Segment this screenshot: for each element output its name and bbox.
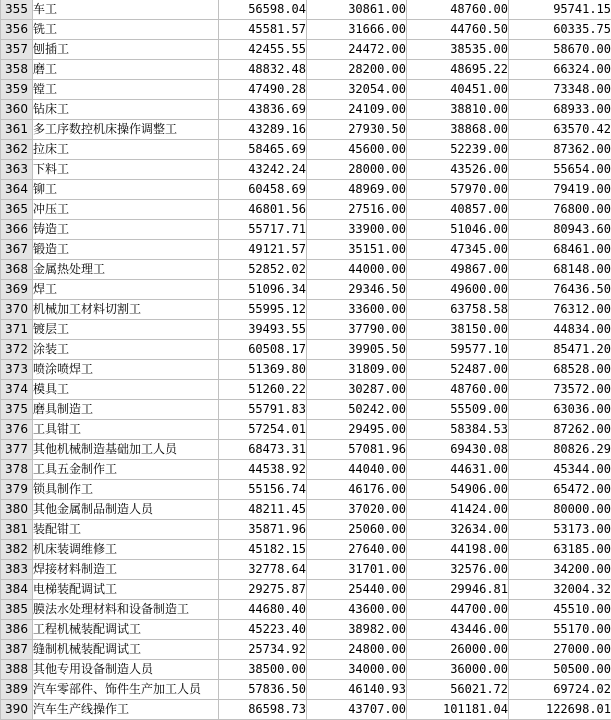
table-row <box>1 120 611 140</box>
table-row <box>1 160 611 180</box>
row-header[interactable]: 363 <box>1 160 33 180</box>
table-row <box>1 0 611 20</box>
row-header[interactable]: 371 <box>1 320 33 340</box>
value-cell-c[interactable]: 52487.00 <box>407 360 509 380</box>
table-row <box>1 480 611 500</box>
table-row <box>1 680 611 700</box>
value-cell-a[interactable]: 86598.73 <box>219 700 307 720</box>
table-row <box>1 360 611 380</box>
occupation-cell[interactable]: 汽车零部件、饰件生产加工人员 <box>33 680 219 700</box>
value-cell-c[interactable]: 43526.00 <box>407 160 509 180</box>
row-header[interactable]: 389 <box>1 680 33 700</box>
value-cell-a[interactable]: 55995.12 <box>219 300 307 320</box>
occupation-cell[interactable]: 铣工 <box>33 20 219 40</box>
value-cell-c[interactable]: 48760.00 <box>407 0 509 20</box>
value-cell-a[interactable]: 48832.48 <box>219 60 307 80</box>
value-cell-b[interactable]: 50242.00 <box>307 400 407 420</box>
value-cell-d[interactable]: 76312.00 <box>509 300 611 320</box>
value-cell-d[interactable]: 63570.42 <box>509 120 611 140</box>
occupation-cell[interactable]: 缝制机械装配调试工 <box>33 640 219 660</box>
occupation-cell[interactable]: 刨插工 <box>33 40 219 60</box>
value-cell-a[interactable]: 45223.40 <box>219 620 307 640</box>
value-cell-b[interactable]: 31701.00 <box>307 560 407 580</box>
value-cell-b[interactable]: 29495.00 <box>307 420 407 440</box>
row-header[interactable]: 365 <box>1 200 33 220</box>
value-cell-b[interactable]: 32054.00 <box>307 80 407 100</box>
value-cell-a[interactable]: 60508.17 <box>219 340 307 360</box>
occupation-cell[interactable]: 其他专用设备制造人员 <box>33 660 219 680</box>
row-header[interactable]: 367 <box>1 240 33 260</box>
value-cell-d[interactable]: 63036.00 <box>509 400 611 420</box>
value-cell-b[interactable]: 27516.00 <box>307 200 407 220</box>
table-row <box>1 500 611 520</box>
table-row <box>1 340 611 360</box>
table-row <box>1 420 611 440</box>
value-cell-c[interactable]: 26000.00 <box>407 640 509 660</box>
value-cell-c[interactable]: 63758.58 <box>407 300 509 320</box>
table-row <box>1 60 611 80</box>
value-cell-a[interactable]: 60458.69 <box>219 180 307 200</box>
value-cell-a[interactable]: 44538.92 <box>219 460 307 480</box>
value-cell-c[interactable]: 57970.00 <box>407 180 509 200</box>
value-cell-c[interactable]: 43446.00 <box>407 620 509 640</box>
value-cell-a[interactable]: 56598.04 <box>219 0 307 20</box>
value-cell-d[interactable]: 65472.00 <box>509 480 611 500</box>
value-cell-c[interactable]: 29946.81 <box>407 580 509 600</box>
occupation-cell[interactable]: 装配钳工 <box>33 520 219 540</box>
occupation-cell[interactable]: 其他金属制品制造人员 <box>33 500 219 520</box>
occupation-cell[interactable]: 机械加工材料切割工 <box>33 300 219 320</box>
value-cell-c[interactable]: 54906.00 <box>407 480 509 500</box>
value-cell-a[interactable]: 51260.22 <box>219 380 307 400</box>
value-cell-b[interactable]: 33900.00 <box>307 220 407 240</box>
value-cell-d[interactable]: 32004.32 <box>509 580 611 600</box>
value-cell-d[interactable]: 69724.02 <box>509 680 611 700</box>
value-cell-b[interactable]: 45600.00 <box>307 140 407 160</box>
occupation-cell[interactable]: 锁具制作工 <box>33 480 219 500</box>
value-cell-d[interactable]: 80000.00 <box>509 500 611 520</box>
value-cell-c[interactable]: 59577.10 <box>407 340 509 360</box>
table-row <box>1 80 611 100</box>
value-cell-d[interactable]: 50500.00 <box>509 660 611 680</box>
value-cell-a[interactable]: 45182.15 <box>219 540 307 560</box>
value-cell-c[interactable]: 55509.00 <box>407 400 509 420</box>
occupation-cell[interactable]: 模具工 <box>33 380 219 400</box>
table-row <box>1 600 611 620</box>
value-cell-c[interactable]: 38150.00 <box>407 320 509 340</box>
value-cell-b[interactable]: 30287.00 <box>307 380 407 400</box>
table-row <box>1 440 611 460</box>
occupation-cell[interactable]: 涂装工 <box>33 340 219 360</box>
row-header[interactable]: 358 <box>1 60 33 80</box>
value-cell-c[interactable]: 38535.00 <box>407 40 509 60</box>
occupation-cell[interactable]: 喷涂喷焊工 <box>33 360 219 380</box>
table-row <box>1 200 611 220</box>
value-cell-d[interactable]: 27000.00 <box>509 640 611 660</box>
row-header[interactable]: 377 <box>1 440 33 460</box>
row-header[interactable]: 355 <box>1 0 33 20</box>
occupation-cell[interactable]: 膜法水处理材料和设备制造工 <box>33 600 219 620</box>
value-cell-b[interactable]: 33600.00 <box>307 300 407 320</box>
value-cell-d[interactable]: 34200.00 <box>509 560 611 580</box>
value-cell-c[interactable]: 69430.08 <box>407 440 509 460</box>
value-cell-b[interactable]: 43600.00 <box>307 600 407 620</box>
value-cell-d[interactable]: 80943.60 <box>509 220 611 240</box>
value-cell-d[interactable]: 68528.00 <box>509 360 611 380</box>
value-cell-d[interactable]: 122698.01 <box>509 700 611 720</box>
value-cell-d[interactable]: 58670.00 <box>509 40 611 60</box>
value-cell-c[interactable]: 58384.53 <box>407 420 509 440</box>
row-header[interactable]: 383 <box>1 560 33 580</box>
table-row <box>1 260 611 280</box>
row-header[interactable]: 357 <box>1 40 33 60</box>
value-cell-b[interactable]: 27640.00 <box>307 540 407 560</box>
value-cell-b[interactable]: 28000.00 <box>307 160 407 180</box>
table-row <box>1 220 611 240</box>
value-cell-c[interactable]: 32634.00 <box>407 520 509 540</box>
value-cell-d[interactable]: 63185.00 <box>509 540 611 560</box>
value-cell-c[interactable]: 49600.00 <box>407 280 509 300</box>
value-cell-a[interactable]: 48211.45 <box>219 500 307 520</box>
value-cell-a[interactable]: 58465.69 <box>219 140 307 160</box>
row-header[interactable]: 364 <box>1 180 33 200</box>
row-header[interactable]: 375 <box>1 400 33 420</box>
value-cell-d[interactable]: 80826.29 <box>509 440 611 460</box>
value-cell-a[interactable]: 43242.24 <box>219 160 307 180</box>
value-cell-b[interactable]: 46176.00 <box>307 480 407 500</box>
value-cell-c[interactable]: 32576.00 <box>407 560 509 580</box>
value-cell-c[interactable]: 51046.00 <box>407 220 509 240</box>
table-row <box>1 520 611 540</box>
value-cell-a[interactable]: 43289.16 <box>219 120 307 140</box>
table-row <box>1 460 611 480</box>
value-cell-a[interactable]: 52852.02 <box>219 260 307 280</box>
table-row <box>1 620 611 640</box>
occupation-cell[interactable]: 镀层工 <box>33 320 219 340</box>
table-row <box>1 20 611 40</box>
value-cell-d[interactable]: 76436.50 <box>509 280 611 300</box>
row-header[interactable]: 379 <box>1 480 33 500</box>
occupation-cell[interactable]: 多工序数控机床操作调整工 <box>33 120 219 140</box>
row-header[interactable]: 374 <box>1 380 33 400</box>
row-header[interactable]: 373 <box>1 360 33 380</box>
value-cell-d[interactable]: 85471.20 <box>509 340 611 360</box>
value-cell-d[interactable]: 76800.00 <box>509 200 611 220</box>
value-cell-a[interactable]: 32778.64 <box>219 560 307 580</box>
value-cell-b[interactable]: 44040.00 <box>307 460 407 480</box>
value-cell-a[interactable]: 43836.69 <box>219 100 307 120</box>
occupation-cell[interactable]: 拉床工 <box>33 140 219 160</box>
value-cell-c[interactable]: 56021.72 <box>407 680 509 700</box>
table-row <box>1 540 611 560</box>
value-cell-b[interactable]: 37790.00 <box>307 320 407 340</box>
row-header[interactable]: 369 <box>1 280 33 300</box>
value-cell-b[interactable]: 25440.00 <box>307 580 407 600</box>
table-row <box>1 320 611 340</box>
value-cell-a[interactable]: 42455.55 <box>219 40 307 60</box>
value-cell-a[interactable]: 49121.57 <box>219 240 307 260</box>
occupation-cell[interactable]: 磨工 <box>33 60 219 80</box>
row-header[interactable]: 359 <box>1 80 33 100</box>
value-cell-c[interactable]: 36000.00 <box>407 660 509 680</box>
value-cell-c[interactable]: 38810.00 <box>407 100 509 120</box>
value-cell-a[interactable]: 38500.00 <box>219 660 307 680</box>
value-cell-c[interactable]: 44700.00 <box>407 600 509 620</box>
row-header[interactable]: 385 <box>1 600 33 620</box>
value-cell-d[interactable]: 79419.00 <box>509 180 611 200</box>
value-cell-a[interactable]: 55156.74 <box>219 480 307 500</box>
value-cell-d[interactable]: 68933.00 <box>509 100 611 120</box>
value-cell-c[interactable]: 41424.00 <box>407 500 509 520</box>
occupation-cell[interactable]: 其他机械制造基础加工人员 <box>33 440 219 460</box>
value-cell-c[interactable]: 38868.00 <box>407 120 509 140</box>
row-header[interactable]: 380 <box>1 500 33 520</box>
value-cell-b[interactable]: 30861.00 <box>307 0 407 20</box>
value-cell-d[interactable]: 87262.00 <box>509 420 611 440</box>
row-header[interactable]: 386 <box>1 620 33 640</box>
spreadsheet-body <box>1 0 611 720</box>
value-cell-a[interactable]: 57836.50 <box>219 680 307 700</box>
value-cell-b[interactable]: 24800.00 <box>307 640 407 660</box>
value-cell-c[interactable]: 52239.00 <box>407 140 509 160</box>
row-header[interactable]: 360 <box>1 100 33 120</box>
row-header[interactable]: 387 <box>1 640 33 660</box>
row-header[interactable]: 372 <box>1 340 33 360</box>
value-cell-a[interactable]: 55791.83 <box>219 400 307 420</box>
value-cell-d[interactable]: 55170.00 <box>509 620 611 640</box>
value-cell-b[interactable]: 31666.00 <box>307 20 407 40</box>
value-cell-c[interactable]: 101181.04 <box>407 700 509 720</box>
occupation-cell[interactable]: 工程机械装配调试工 <box>33 620 219 640</box>
value-cell-a[interactable]: 45581.57 <box>219 20 307 40</box>
value-cell-a[interactable]: 44680.40 <box>219 600 307 620</box>
value-cell-d[interactable]: 60335.75 <box>509 20 611 40</box>
row-header[interactable]: 390 <box>1 700 33 720</box>
value-cell-b[interactable]: 34000.00 <box>307 660 407 680</box>
value-cell-d[interactable]: 53173.00 <box>509 520 611 540</box>
table-row <box>1 560 611 580</box>
value-cell-b[interactable]: 46140.93 <box>307 680 407 700</box>
table-row <box>1 180 611 200</box>
value-cell-d[interactable]: 68461.00 <box>509 240 611 260</box>
occupation-cell[interactable]: 汽车生产线操作工 <box>33 700 219 720</box>
value-cell-b[interactable]: 24109.00 <box>307 100 407 120</box>
row-header[interactable]: 376 <box>1 420 33 440</box>
table-row <box>1 380 611 400</box>
value-cell-d[interactable]: 44834.00 <box>509 320 611 340</box>
occupation-cell[interactable]: 工具五金制作工 <box>33 460 219 480</box>
value-cell-a[interactable]: 51369.80 <box>219 360 307 380</box>
value-cell-d[interactable]: 45344.00 <box>509 460 611 480</box>
row-header[interactable]: 384 <box>1 580 33 600</box>
value-cell-a[interactable]: 39493.55 <box>219 320 307 340</box>
occupation-cell[interactable]: 工具钳工 <box>33 420 219 440</box>
row-header[interactable]: 378 <box>1 460 33 480</box>
occupation-cell[interactable]: 镗工 <box>33 80 219 100</box>
value-cell-b[interactable]: 24472.00 <box>307 40 407 60</box>
value-cell-a[interactable]: 51096.34 <box>219 280 307 300</box>
table-row <box>1 240 611 260</box>
table-row <box>1 660 611 680</box>
value-cell-d[interactable]: 73572.00 <box>509 380 611 400</box>
value-cell-a[interactable]: 55717.71 <box>219 220 307 240</box>
row-header[interactable]: 361 <box>1 120 33 140</box>
occupation-cell[interactable]: 焊接材料制造工 <box>33 560 219 580</box>
value-cell-d[interactable]: 68148.00 <box>509 260 611 280</box>
value-cell-b[interactable]: 44000.00 <box>307 260 407 280</box>
table-row <box>1 140 611 160</box>
value-cell-b[interactable]: 39905.50 <box>307 340 407 360</box>
row-header[interactable]: 381 <box>1 520 33 540</box>
value-cell-b[interactable]: 25060.00 <box>307 520 407 540</box>
value-cell-c[interactable]: 48760.00 <box>407 380 509 400</box>
value-cell-a[interactable]: 46801.56 <box>219 200 307 220</box>
value-cell-b[interactable]: 35151.00 <box>307 240 407 260</box>
table-row <box>1 580 611 600</box>
value-cell-c[interactable]: 44198.00 <box>407 540 509 560</box>
occupation-cell[interactable]: 锻造工 <box>33 240 219 260</box>
value-cell-b[interactable]: 27930.50 <box>307 120 407 140</box>
value-cell-b[interactable]: 48969.00 <box>307 180 407 200</box>
table-row <box>1 400 611 420</box>
row-header[interactable]: 366 <box>1 220 33 240</box>
row-header[interactable]: 368 <box>1 260 33 280</box>
value-cell-a[interactable]: 29275.87 <box>219 580 307 600</box>
table-row <box>1 100 611 120</box>
value-cell-c[interactable]: 40451.00 <box>407 80 509 100</box>
value-cell-b[interactable]: 38982.00 <box>307 620 407 640</box>
occupation-cell[interactable]: 铆工 <box>33 180 219 200</box>
table-row <box>1 300 611 320</box>
row-header[interactable]: 382 <box>1 540 33 560</box>
value-cell-d[interactable]: 73348.00 <box>509 80 611 100</box>
value-cell-b[interactable]: 43707.00 <box>307 700 407 720</box>
value-cell-d[interactable]: 55654.00 <box>509 160 611 180</box>
occupation-cell[interactable]: 铸造工 <box>33 220 219 240</box>
value-cell-a[interactable]: 68473.31 <box>219 440 307 460</box>
row-header[interactable]: 362 <box>1 140 33 160</box>
row-header[interactable]: 388 <box>1 660 33 680</box>
value-cell-c[interactable]: 48695.22 <box>407 60 509 80</box>
value-cell-a[interactable]: 25734.92 <box>219 640 307 660</box>
value-cell-b[interactable]: 28200.00 <box>307 60 407 80</box>
occupation-cell[interactable]: 钻床工 <box>33 100 219 120</box>
table-row <box>1 700 611 720</box>
value-cell-b[interactable]: 29346.50 <box>307 280 407 300</box>
occupation-cell[interactable]: 金属热处理工 <box>33 260 219 280</box>
value-cell-c[interactable]: 49867.00 <box>407 260 509 280</box>
value-cell-c[interactable]: 44760.50 <box>407 20 509 40</box>
value-cell-c[interactable]: 47345.00 <box>407 240 509 260</box>
row-header[interactable]: 370 <box>1 300 33 320</box>
occupation-cell[interactable]: 焊工 <box>33 280 219 300</box>
occupation-cell[interactable]: 机床装调维修工 <box>33 540 219 560</box>
table-row <box>1 640 611 660</box>
occupation-cell[interactable]: 电梯装配调试工 <box>33 580 219 600</box>
value-cell-d[interactable]: 45510.00 <box>509 600 611 620</box>
value-cell-d[interactable]: 66324.00 <box>509 60 611 80</box>
row-header[interactable]: 356 <box>1 20 33 40</box>
table-row <box>1 280 611 300</box>
occupation-cell[interactable]: 冲压工 <box>33 200 219 220</box>
value-cell-b[interactable]: 57081.96 <box>307 440 407 460</box>
value-cell-d[interactable]: 95741.15 <box>509 0 611 20</box>
value-cell-a[interactable]: 57254.01 <box>219 420 307 440</box>
occupation-cell[interactable]: 车工 <box>33 0 219 20</box>
occupation-cell[interactable]: 磨具制造工 <box>33 400 219 420</box>
value-cell-a[interactable]: 47490.28 <box>219 80 307 100</box>
value-cell-b[interactable]: 37020.00 <box>307 500 407 520</box>
occupation-cell[interactable]: 下料工 <box>33 160 219 180</box>
table-row <box>1 40 611 60</box>
value-cell-b[interactable]: 31809.00 <box>307 360 407 380</box>
value-cell-c[interactable]: 44631.00 <box>407 460 509 480</box>
value-cell-a[interactable]: 35871.96 <box>219 520 307 540</box>
value-cell-c[interactable]: 40857.00 <box>407 200 509 220</box>
value-cell-d[interactable]: 87362.00 <box>509 140 611 160</box>
